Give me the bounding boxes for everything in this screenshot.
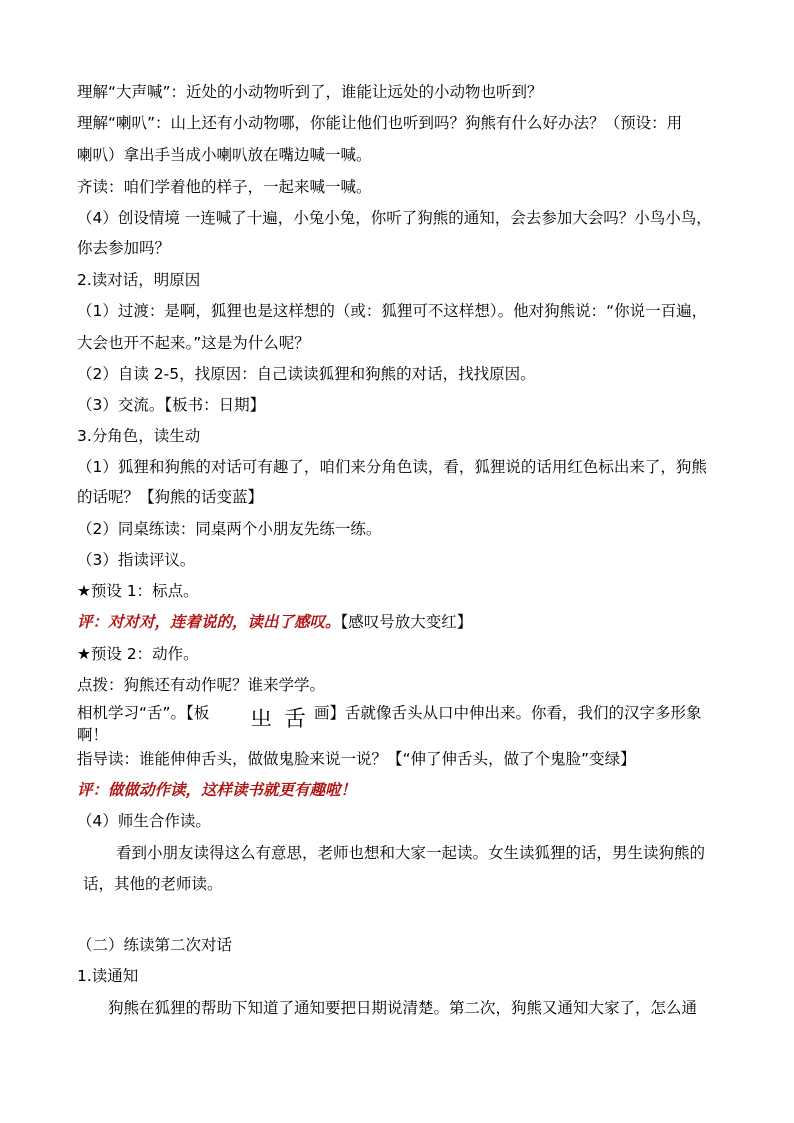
section-heading: 1.读通知: [77, 967, 139, 985]
text-line: （4）师生合作读。: [77, 812, 211, 830]
ancient-she-glyph: 㞢: [250, 707, 273, 732]
text-line: （1）狐狸和狗熊的对话可有趣了，咱们来分角色读，看，狐狸说的话用红色标出来了，狗熊: [77, 458, 707, 476]
text-line: 的话呢？【狗熊的话变蓝】: [77, 488, 264, 506]
text-line: 狗熊在狐狸的帮助下知道了通知要把日期说清楚。第二次，狗熊又通知大家了，怎么通: [108, 999, 698, 1017]
text-line: 话，其他的老师读。: [83, 875, 223, 893]
text-line: （4）创设情境 一连喊了十遍，小兔小兔，你听了狗熊的通知，会去参加大会吗？小鸟小鸟，: [77, 209, 712, 227]
text-line: 画】舌就像舌头从口中伸出来。你看，我们的汉字多形象: [314, 704, 702, 722]
text-line: ★预设 2：动作。: [77, 645, 199, 663]
section-heading: （二）练读第二次对话: [77, 936, 233, 954]
text-line: 理解“大声喊”：近处的小动物听到了，谁能让远处的小动物也听到？: [77, 83, 543, 101]
evaluation-text: 评：对对对，连着说的，读出了感叹。: [77, 612, 341, 631]
text-line: 喇叭）拿出手当成小喇叭放在嘴边喊一喊。: [77, 146, 372, 164]
modern-she-glyph: 舌: [284, 707, 307, 732]
evaluation-line: [77, 612, 472, 632]
text-line: 看到小朋友读得这么有意思，老师也想和大家一起读。女生读狐狸的话，男生读狗熊的: [116, 844, 706, 862]
text-line: 点拨：狗熊还有动作呢？谁来学学。: [77, 676, 326, 694]
text-line: 齐读：咱们学着他的样子，一起来喊一喊。: [77, 178, 372, 196]
text-line: 啊！: [77, 726, 109, 744]
text-line: （3）交流。【板书：日期】: [77, 396, 266, 414]
text-line: 指导读：谁能伸伸舌头，做做鬼脸来说一说？【“伸了伸舌头，做了个鬼脸”变绿】: [77, 750, 636, 768]
text-line: （2）自读 2-5，找原因：自己读读狐狸和狗熊的对话，找找原因。: [77, 365, 536, 383]
text-line: ★预设 1：标点。: [77, 582, 199, 600]
text-line: 理解“喇叭”：山上还有小动物哪，你能让他们也听到吗？狗熊有什么好办法？（预设：用: [77, 114, 683, 132]
text-line: 相机学习“舌”。【板: [77, 704, 210, 722]
evaluation-text: 评：做做动作读，这样读书就更有趣啦！: [77, 780, 357, 799]
text-line: （1）过渡：是啊，狐狸也是这样想的（或：狐狸可不这样想）。他对狗熊说：“你说一百遍，: [77, 302, 708, 320]
board-note: 【感叹号放大变红】: [340, 613, 473, 631]
text-line: （2）同桌练读：同桌两个小朋友先练一练。: [77, 520, 382, 538]
section-heading: 3.分角色，读生动: [77, 427, 201, 445]
text-line: （3）指读评议。: [77, 551, 196, 569]
section-heading: 2.读对话，明原因: [77, 271, 201, 289]
text-line: 你去参加吗？: [77, 239, 171, 257]
text-line: 大会也开不起来。”这是为什么呢？: [77, 334, 310, 352]
